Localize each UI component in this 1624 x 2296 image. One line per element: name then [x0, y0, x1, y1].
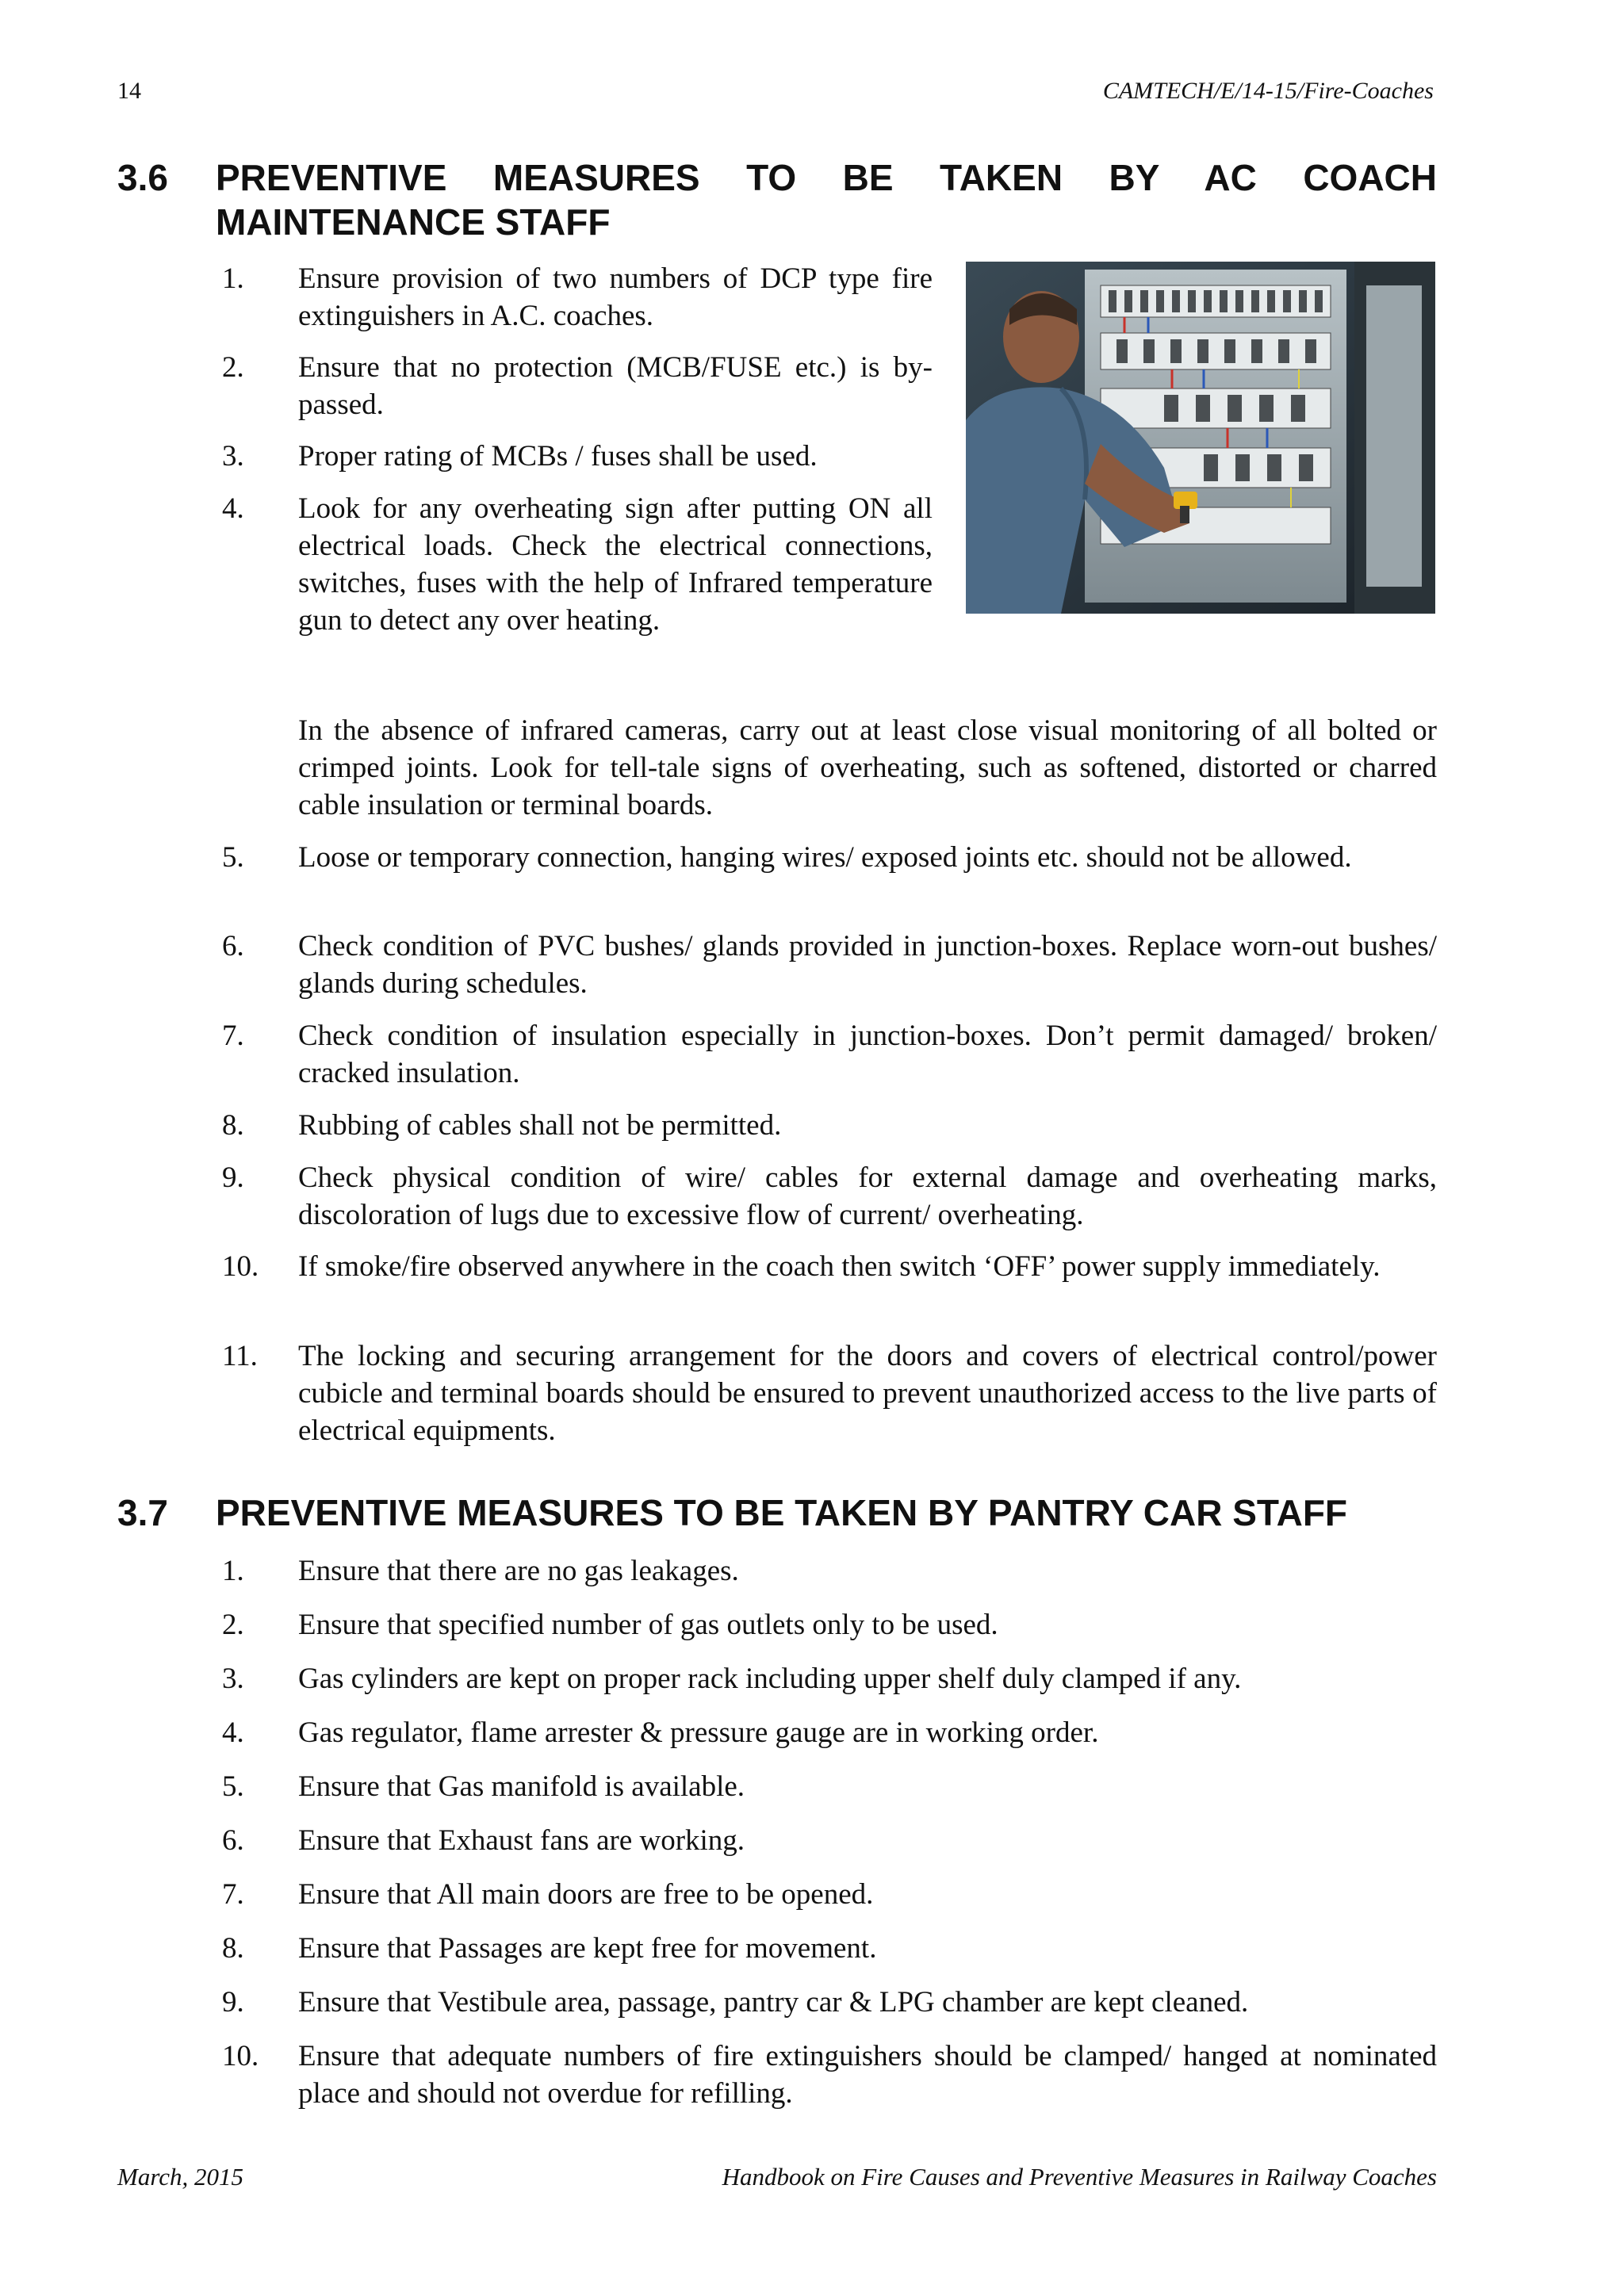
item-text: Ensure that Gas manifold is available. [298, 1770, 745, 1803]
item-text: Check condition of PVC bushes/ glands provided in junction-boxes. Replace worn-out bushes/ glands during schedules. [298, 930, 1437, 1000]
item-text: Gas cylinders are kept on proper rack including upper shelf duly clamped if any. [298, 1663, 1242, 1695]
item-number: 2. [222, 1609, 244, 1641]
item-text: Check physical condition of wire/ cables for external damage and overheating marks, discoloration of lugs due to excessive flow of current/ overheating. [298, 1161, 1437, 1231]
note-paragraph: In the absence of infrared cameras, carry out at least close visual monitoring of all bolted or crimped joints. Look for tell-tale signs of overheating, such as softened, distorted or charred cable insulation or terminal boards. [298, 714, 1437, 821]
item-text: Ensure that Passages are kept free for movement. [298, 1932, 877, 1965]
item-number: 4. [222, 1716, 244, 1749]
section-title: PREVENTIVE MEASURES TO BE TAKEN BY PANTRY CAR STAFF [216, 1492, 1348, 1533]
item-number: 5. [222, 1770, 244, 1803]
item-number: 9. [222, 1986, 244, 2019]
item-text: If smoke/fire observed anywhere in the coach then switch ‘OFF’ power supply immediately. [298, 1250, 1381, 1283]
item-number: 8. [222, 1109, 244, 1142]
section-3-7-heading [117, 1490, 1437, 1535]
item-number: 10. [222, 2040, 259, 2072]
item-text: Ensure provision of two numbers of DCP type fire extinguishers in A.C. coaches. [298, 262, 933, 332]
document-reference: CAMTECH/E/14-15/Fire-Coaches [1102, 78, 1434, 104]
item-number: 2. [222, 351, 244, 384]
item-number: 8. [222, 1932, 244, 1965]
item-text: Proper rating of MCBs / fuses shall be used. [298, 440, 818, 473]
item-text: Look for any overheating sign after putting ON all electrical loads. Check the electrical connections, switches, fuses with the help of Infrared temperature gun to detect any over heating. [298, 492, 933, 637]
item-number: 3. [222, 1663, 244, 1695]
section-title-line2: MAINTENANCE STAFF [216, 201, 611, 243]
item-number: 1. [222, 1555, 244, 1587]
item-text: Ensure that specified number of gas outlets only to be used. [298, 1609, 998, 1641]
item-text: Ensure that adequate numbers of fire extinguishers should be clamped/ hanged at nominated place and should not overdue for refilling. [298, 2040, 1437, 2110]
item-text: Ensure that there are no gas leakages. [298, 1555, 739, 1587]
item-text: Gas regulator, flame arrester & pressure gauge are in working order. [298, 1716, 1099, 1749]
item-text: Ensure that All main doors are free to be opened. [298, 1878, 874, 1911]
item-text: Check condition of insulation especially in junction-boxes. Don’t permit damaged/ broken/ cracked insulation. [298, 1020, 1437, 1089]
electrical-panel-photo [966, 262, 1435, 614]
section-number: 3.7 [117, 1492, 168, 1533]
item-number: 11. [222, 1340, 258, 1372]
section-title-line1: PREVENTIVE MEASURES TO BE TAKEN BY AC COACH [216, 157, 1437, 198]
item-number: 9. [222, 1161, 244, 1194]
item-number: 5. [222, 841, 244, 874]
footer-title: Handbook on Fire Causes and Preventive Measures in Railway Coaches [722, 2163, 1437, 2191]
item-text: Rubbing of cables shall not be permitted. [298, 1109, 782, 1142]
footer-date: March, 2015 [117, 2163, 243, 2191]
item-number: 10. [222, 1250, 259, 1283]
item-number: 6. [222, 930, 244, 962]
item-number: 7. [222, 1878, 244, 1911]
item-text: Ensure that Exhaust fans are working. [298, 1824, 745, 1857]
item-number: 7. [222, 1020, 244, 1052]
item-text: Ensure that no protection (MCB/FUSE etc.) is by-passed. [298, 351, 933, 421]
item-number: 3. [222, 440, 244, 473]
item-text: The locking and securing arrangement for the doors and covers of electrical control/power cubicle and terminal boards should be ensured to prevent unauthorized access to the live parts of electrical equipments. [298, 1340, 1437, 1447]
item-text: Ensure that Vestibule area, passage, pantry car & LPG chamber are kept cleaned. [298, 1986, 1249, 2019]
item-text: Loose or temporary connection, hanging wires/ exposed joints etc. should not be allowed. [298, 841, 1352, 874]
section-number: 3.6 [117, 157, 168, 198]
item-number: 6. [222, 1824, 244, 1857]
item-number: 1. [222, 262, 244, 295]
page-number: 14 [117, 78, 141, 104]
section-3-6-heading [117, 155, 1437, 244]
item-number: 4. [222, 492, 244, 525]
